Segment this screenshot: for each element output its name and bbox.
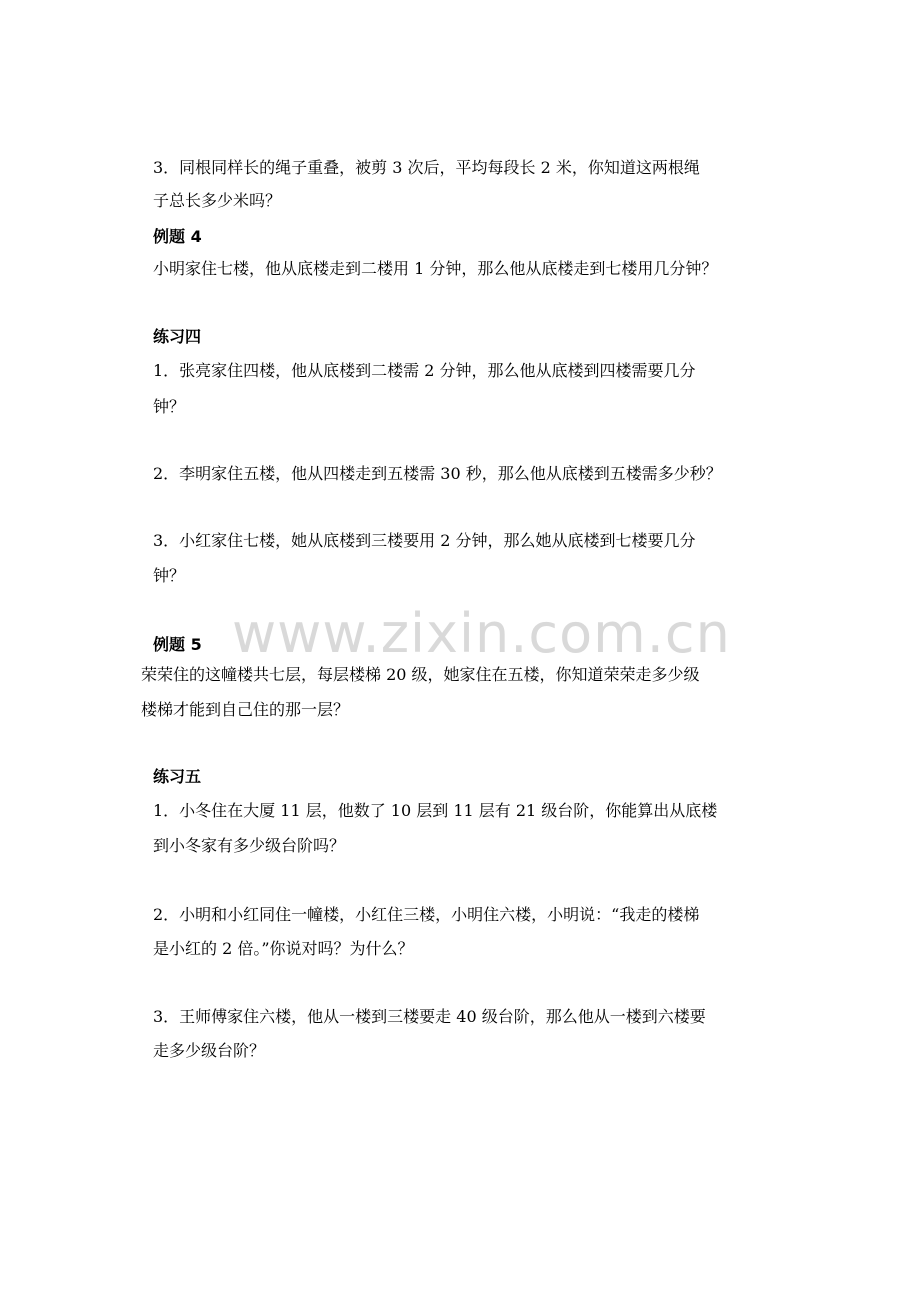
example-5-text-line-1: 荣荣住的这幢楼共七层，每层楼梯 20 级，她家住在五楼，你知道荣荣走多少级 xyxy=(141,665,700,684)
practice-4-question-2-line-1: 2．李明家住五楼，他从四楼走到五楼需 30 秒，那么他从底楼到五楼需多少秒？ xyxy=(153,464,722,483)
question-3-line-2: 子总长多少米吗？ xyxy=(153,191,282,210)
practice-5-heading: 练习五 xyxy=(153,767,202,786)
practice-4-question-3-line-1: 3．小红家住七楼，她从底楼到三楼要用 2 分钟，那么她从底楼到七楼要几分 xyxy=(153,531,696,550)
practice-4-question-3-line-2: 钟？ xyxy=(153,566,186,585)
question-3-line-1: 3．同根同样长的绳子重叠，被剪 3 次后，平均每段长 2 米，你知道这两根绳 xyxy=(153,158,700,177)
practice-5-question-1-line-1: 1．小冬住在大厦 11 层，他数了 10 层到 11 层有 21 级台阶，你能算出从底楼 xyxy=(153,801,718,820)
watermark-text: www.zixin.com.cn xyxy=(232,602,731,665)
practice-5-question-2-line-1: 2．小明和小红同住一幢楼，小红住三楼，小明住六楼，小明说：“我走的楼梯 xyxy=(153,905,700,924)
practice-5-question-3-line-2: 走多少级台阶？ xyxy=(153,1041,266,1060)
example-4-text-line-1: 小明家住七楼，他从底楼走到二楼用 1 分钟，那么他从底楼走到七楼用几分钟？ xyxy=(153,259,718,278)
example-4-heading: 例题 4 xyxy=(153,227,202,246)
practice-5-question-2-line-2: 是小红的 2 倍。”你说对吗？为什么？ xyxy=(153,939,414,958)
practice-4-heading: 练习四 xyxy=(153,327,202,346)
example-5-heading: 例题 5 xyxy=(153,635,202,654)
practice-4-question-1-line-1: 1．张亮家住四楼，他从底楼到二楼需 2 分钟，那么他从底楼到四楼需要几分 xyxy=(153,361,696,380)
practice-5-question-3-line-1: 3．王师傅家住六楼，他从一楼到三楼要走 40 级台阶，那么他从一楼到六楼要 xyxy=(153,1007,706,1026)
practice-4-question-1-line-2: 钟？ xyxy=(153,397,186,416)
practice-5-question-1-line-2: 到小冬家有多少级台阶吗？ xyxy=(153,836,346,855)
example-5-text-line-2: 楼梯才能到自己住的那一层？ xyxy=(141,700,350,719)
